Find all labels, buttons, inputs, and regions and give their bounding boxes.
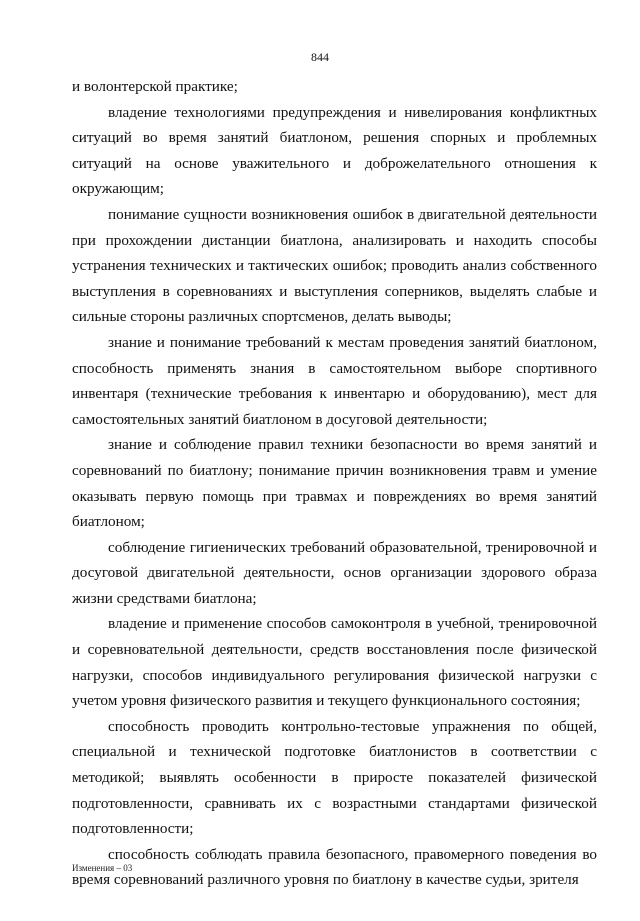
paragraph: способность проводить контрольно-тестовые упражнения по общей, специальной и технической подготовке биатлонистов в соответствии с методикой; выявлять особенности в приросте показателей физической подготовленности, сравнивать их с возрастными стандартами физической подготовленности; [72,717,597,838]
paragraph: соблюдение гигиенических требований образовательной, тренировочной и досуговой двигательной деятельности, основ организации здорового образа жизни средствами биатлона; [72,538,597,607]
revision-footer: Изменения – 03 [72,863,133,873]
paragraph: владение технологиями предупреждения и нивелирования конфликтных ситуаций во время занятий биатлоном, решения спорных и проблемных ситуаций на основе уважительного и доброжелательного отношения к окружающим; [72,103,597,198]
paragraph: владение и применение способов самоконтроля в учебной, тренировочной и соревновательной деятельности, средств восстановления после физической нагрузки, способов индивидуального регулирования физической нагрузки с учетом уровня физического развития и текущего функционального состояния; [72,615,597,710]
paragraph: и волонтерской практике; [72,78,238,95]
paragraph: понимание сущности возникновения ошибок в двигательной деятельности при прохождении дистанции биатлона, анализировать и находить способы устранения технических и тактических ошибок; проводить анализ собственного выступления в соревнованиях и выступления соперников, выделять слабые и сильные стороны различных спортсменов, делать выводы; [72,205,597,326]
paragraph: знание и понимание требований к местам проведения занятий биатлоном, способность применять знания в самостоятельном выборе спортивного инвентаря (технические требования к инвентарю и оборудованию), мест для самостоятельных занятий биатлоном в досуговой деятельности; [72,333,597,428]
paragraph: способность соблюдать правила безопасного, правомерного поведения во время соревнований различного уровня по биатлону в качестве судьи, зрителя [72,845,597,889]
paragraph: знание и соблюдение правил техники безопасности во время занятий и соревнований по биатлону; понимание причин возникновения травм и умение оказывать первую помощь при травмах и повреждениях во время занятий биатлоном; [72,436,597,531]
page-number: 844 [311,50,329,64]
document-body [72,74,597,893]
